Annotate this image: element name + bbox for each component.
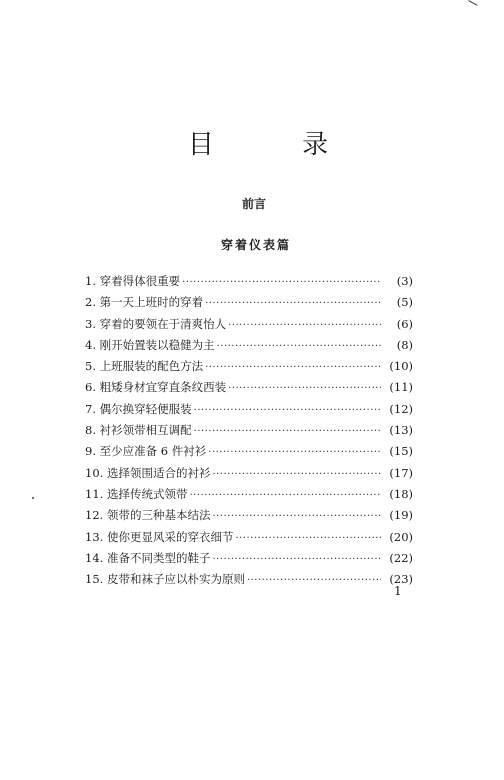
dot-leader (205, 293, 381, 314)
toc-entry-title: 3. 穿着的要领在于清爽怡人 (85, 316, 227, 331)
toc-entry (85, 548, 413, 569)
toc-entry-page: (20) (389, 529, 413, 544)
dot-leader (235, 528, 381, 549)
toc-entry-page: (8) (396, 337, 413, 352)
corner-mark (464, 0, 477, 13)
toc-entry (85, 441, 413, 462)
dot-leader (228, 378, 381, 399)
toc-entry (85, 292, 413, 313)
page-title: 目 录 (187, 130, 369, 160)
toc-entry-page: (3) (396, 274, 413, 288)
toc-entry (85, 399, 413, 420)
toc-entry-page: (12) (389, 401, 413, 416)
toc-entry-title: 5. 上班服装的配色方法 (85, 359, 204, 374)
toc-entry (85, 463, 413, 484)
dot-leader (205, 357, 381, 378)
dot-leader (194, 400, 381, 421)
toc-entry-page: (6) (396, 316, 413, 331)
toc-entry-title: 7. 偶尔换穿轻便服装 (85, 401, 192, 416)
toc-entry (85, 271, 413, 292)
toc-entry (85, 484, 413, 505)
dot-leader (189, 485, 381, 506)
toc-entry-title: 1. 穿着得体很重要 (85, 274, 181, 288)
toc-entry-page: (5) (396, 295, 413, 310)
toc-entry-title: 4. 刚开始置装以稳健为主 (85, 337, 215, 352)
toc-entry-title: 9. 至少应准备 6 件衬衫 (85, 444, 207, 459)
toc-entry-title: 11. 选择传统式领带 (85, 486, 188, 501)
toc-entry-page: (10) (389, 359, 413, 374)
toc-entry (85, 314, 413, 335)
dot-leader (208, 442, 381, 463)
toc-entry-title: 15. 皮带和袜子应以朴实为原则 (85, 572, 245, 587)
toc-entry-title: 2. 第一天上班时的穿着 (85, 295, 204, 310)
toc-entry-page: (23) (389, 572, 413, 587)
toc-entry-page: (18) (389, 486, 413, 501)
toc-entry (85, 335, 413, 356)
toc-entry-page: (15) (389, 444, 413, 459)
dot-leader (212, 464, 381, 485)
preface-heading: 前言 (241, 197, 266, 211)
toc-entry-title: 13. 使你更显风采的穿衣细节 (85, 529, 234, 544)
dot-leader (182, 272, 381, 293)
dot-leader (212, 506, 381, 527)
dot-leader (212, 549, 381, 570)
dot-leader (194, 421, 381, 442)
dot-leader (228, 315, 381, 336)
toc-entry-title: 6. 粗矮身材宜穿直条纹西装 (85, 380, 227, 395)
toc-entry (85, 377, 413, 398)
toc-entry-title: 14. 准备不同类型的鞋子 (85, 550, 211, 565)
toc-entry (85, 569, 413, 590)
toc-list (85, 271, 413, 590)
toc-entry-page: (13) (389, 423, 413, 438)
toc-entry (85, 527, 413, 548)
toc-entry (85, 356, 413, 377)
dot-leader (217, 336, 381, 357)
toc-entry-page: (17) (389, 465, 413, 480)
toc-entry (85, 505, 413, 526)
toc-entry-page: (19) (389, 508, 413, 523)
toc-entry-title: 10. 选择领围适合的衬衫 (85, 465, 211, 480)
section-heading: 穿着仪表篇 (220, 238, 291, 252)
toc-entry (85, 420, 413, 441)
toc-entry-page: (22) (389, 550, 413, 565)
toc-entry-title: 12. 领带的三种基本结法 (85, 508, 211, 523)
dot-leader (247, 570, 381, 591)
page-number: 1 (394, 584, 402, 598)
toc-entry-page: (11) (389, 380, 413, 395)
toc-entry-title: 8. 衬衫领带相互调配 (85, 423, 192, 438)
print-speck (32, 497, 34, 499)
